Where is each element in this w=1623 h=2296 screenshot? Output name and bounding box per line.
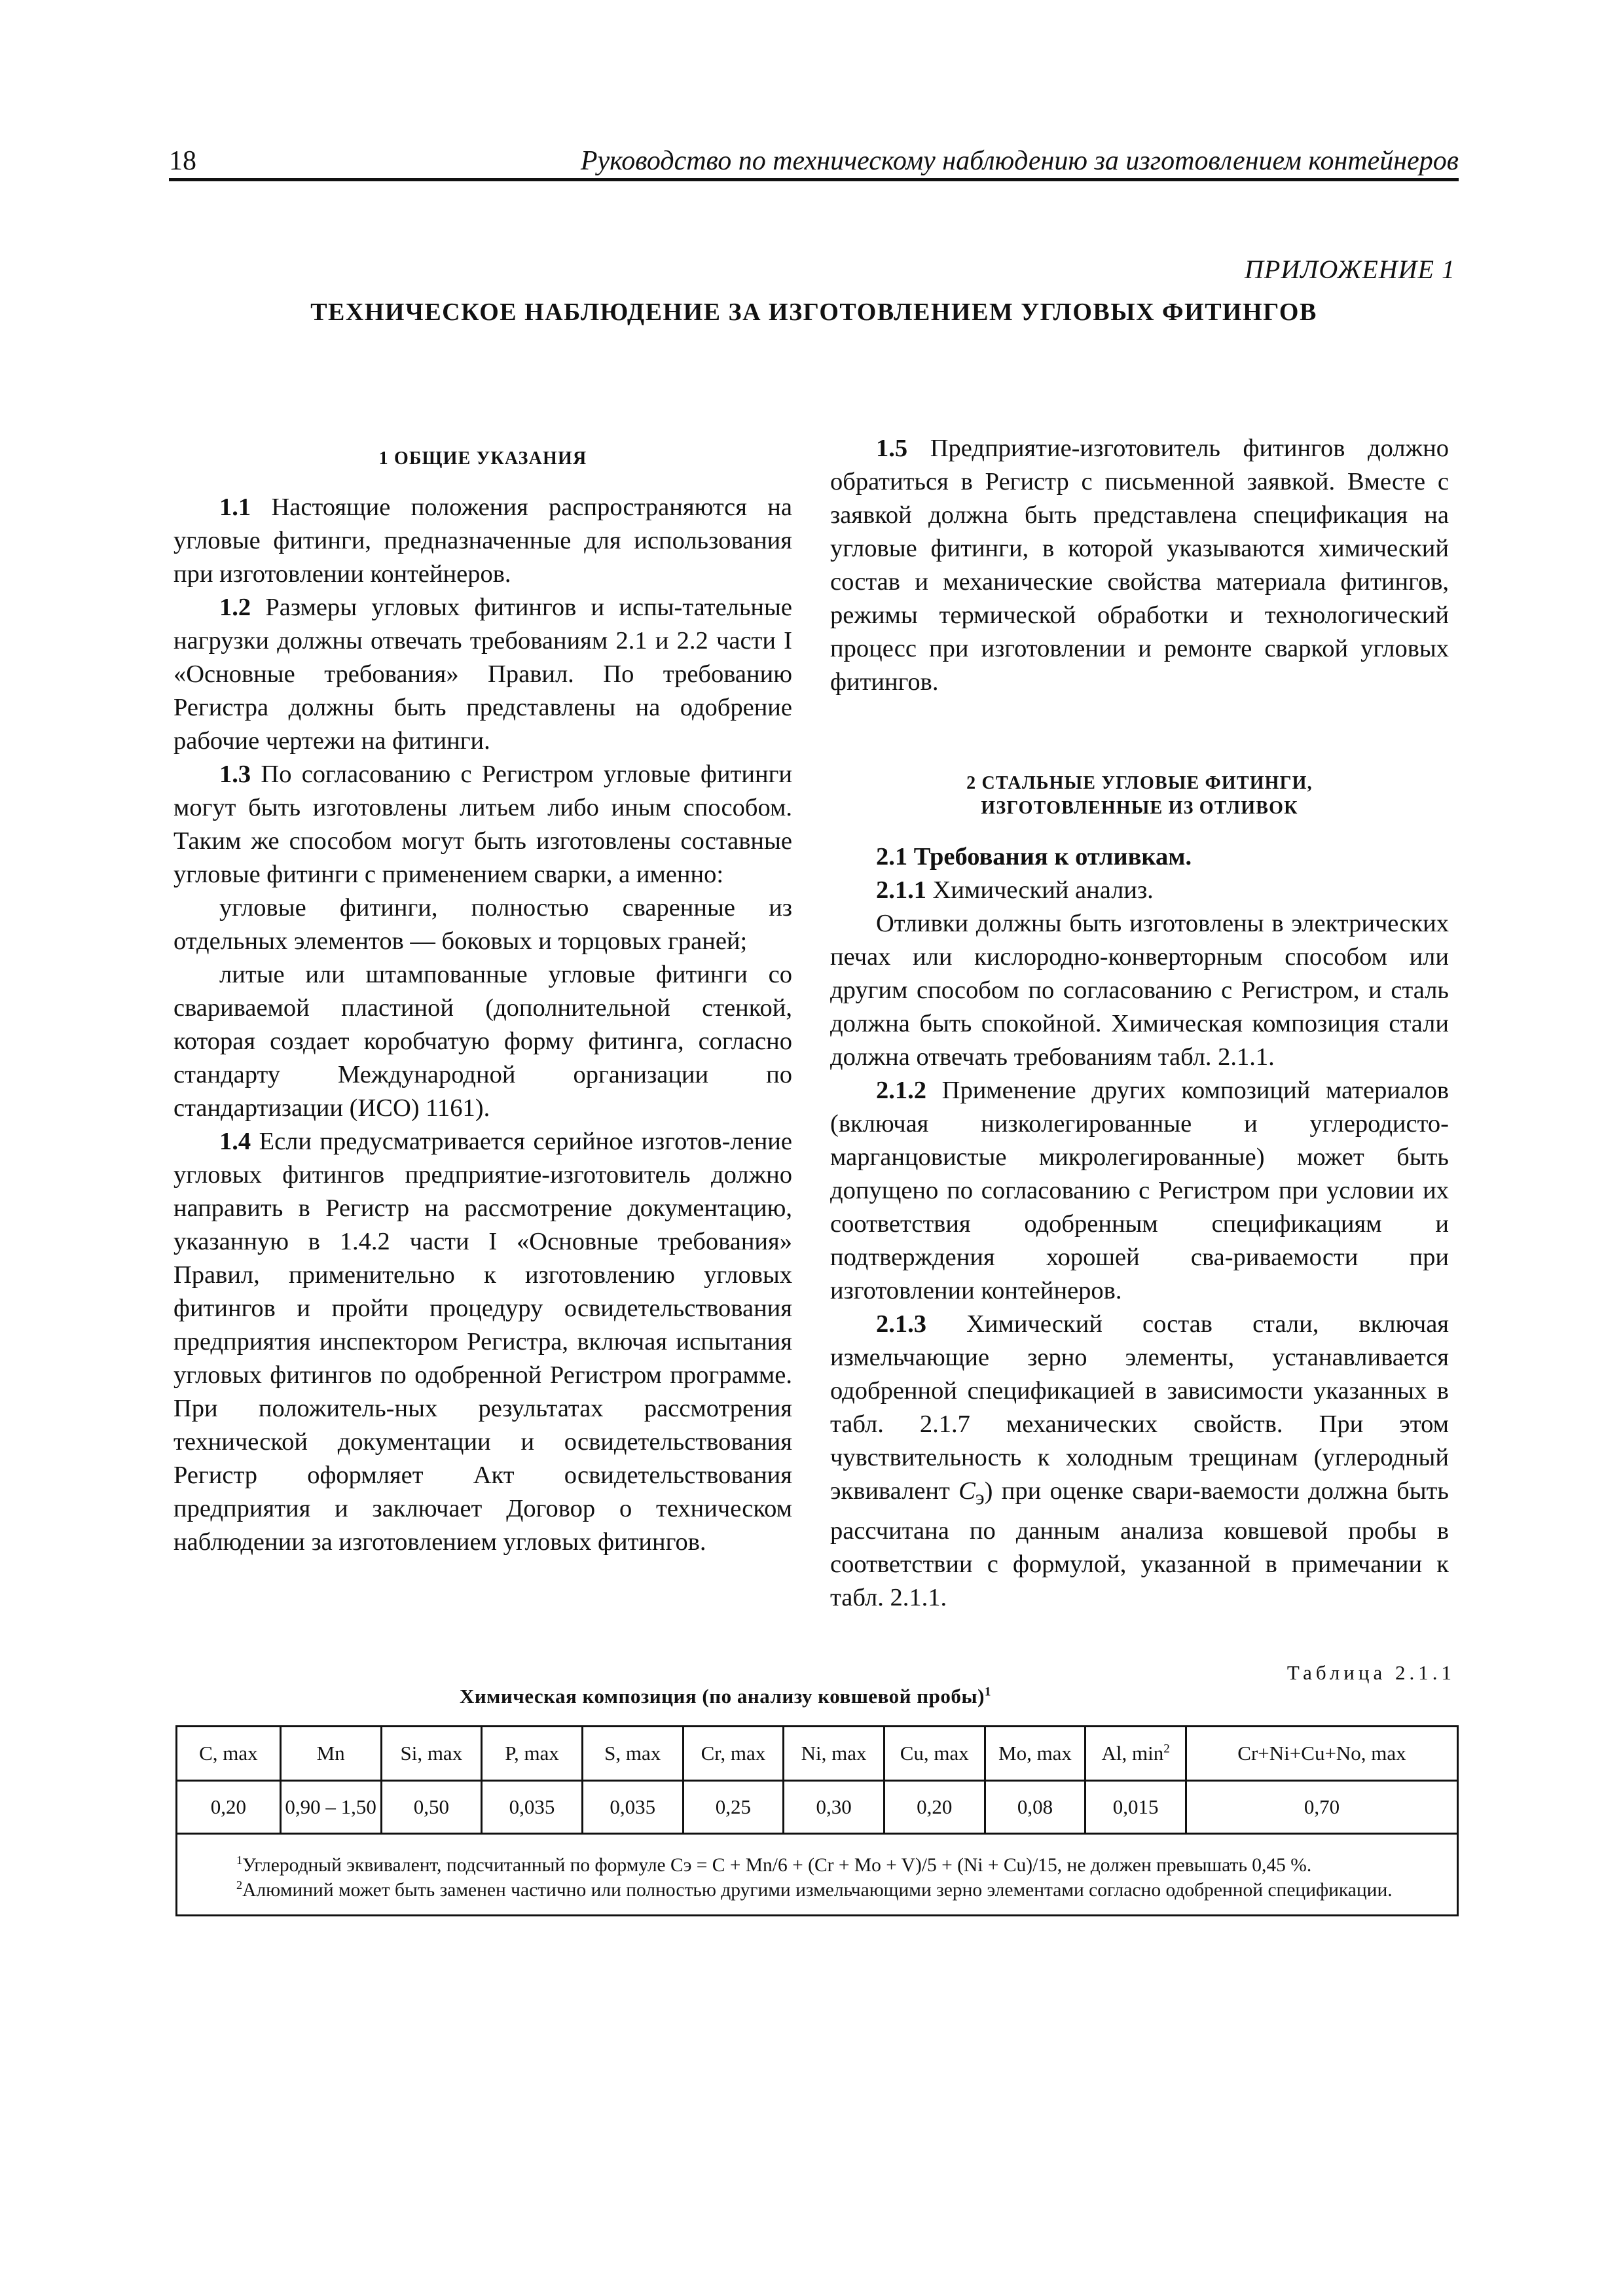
table-cell: 0,50 [381,1781,482,1834]
table-header-cell: Mn [280,1727,381,1781]
table-cell: 0,015 [1085,1781,1186,1834]
left-column [173,432,792,1559]
table-caption-text: Химическая композиция (по анализу ковшевой пробы) [459,1685,985,1708]
paragraph-text: Настоящие положения распространяются на угловые фитинги, предназначенные для использования при изготовлении контейнеров. [173,493,792,588]
table-header-cell: P, max [482,1727,583,1781]
table-notes-row [177,1834,1458,1916]
paragraph-2-1: 2.1 Требования к отливкам. [876,843,1192,870]
paragraph-2-1-1-body: Отливки должны быть изготовлены в электрических печах или кислородно-конверторным способом или другим способом по согласованию с Регистром, и сталь должна быть спокойной. Химическая композиция стали должна отвечать требованиям табл. 2.1.1. [830,910,1449,1071]
list-item-cast: литые или штампованные угловые фитинги со свариваемой пластиной (дополнительной стенкой, которая создает коробчатую форму фитинга, согласно стандарту Международной организации по стандартизации (ИСО) 1161). [173,961,792,1122]
table-header-cell: Cu, max [884,1727,985,1781]
list-item-welded: угловые фитинги, полностью сваренные из отдельных элементов — боковых и торцовых граней; [173,894,792,955]
clause-number: 1.1 [219,493,251,521]
table-header-cell [1085,1727,1186,1781]
chemical-composition-table [175,1725,1459,1916]
table-label: Таблица 2.1.1 [1286,1661,1455,1684]
carbon-equivalent-symbol: C [958,1477,976,1505]
table-cell: 0,08 [985,1781,1085,1834]
table-cell: 0,30 [784,1781,884,1834]
paragraph-text: Предприятие-изготовитель фитингов должно обратиться в Регистр с письменной заявкой. Вместе с заявкой должна быть представлена спецификация на угловые фитинги, в которой указываются химический состав и механические свойства материала фитингов, режимы термической обработки и технологический процесс при изготовлении и ремонте сваркой угловых фитингов. [830,435,1449,696]
table-header-cell: S, max [582,1727,683,1781]
paragraph-text: Размеры угловых фитингов и испы-тательные нагрузки должны отвечать требованиям 2.1 и 2.2 части I «Основные требования» Правил. По требованию Регистра должны быть представлены на одобрение рабочие чертежи на фитинги. [173,594,792,755]
paragraph-2-1-1 [830,874,1449,907]
table-cell: 0,90 – 1,50 [280,1781,381,1834]
header-rule [169,178,1459,181]
section-2-title [830,771,1449,821]
clause-number: 2.1.3 [876,1310,926,1338]
table-header-cell: Ni, max [784,1727,884,1781]
table-header-text: Al, min [1101,1742,1164,1765]
paragraph-1-1 [173,491,792,591]
table-header-cell: Mo, max [985,1727,1085,1781]
table-header-row [177,1727,1458,1781]
table-cell: 0,035 [482,1781,583,1834]
paragraph-2-1-3 [830,1308,1449,1615]
table-header-cell: Cr, max [683,1727,784,1781]
table-header-cell: Cr+Ni+Cu+No, max [1186,1727,1458,1781]
footnote-2 [184,1878,1446,1903]
paragraph-text: ) при оценке свари-ваемости должна быть рассчитана по данным анализа ковшевой пробы в соответствии с формулой, указанной в примечании к табл. 2.1.1. [830,1477,1449,1611]
footnote-marker: 1 [984,1685,992,1699]
clause-number: 1.5 [876,435,908,462]
footnote-text: Алюминий может быть заменен частично или полностью другими измельчающими зерно элементами согласно одобренной спецификации. [242,1880,1393,1901]
appendix-label: ПРИЛОЖЕНИЕ 1 [1245,255,1455,284]
footnote-marker: 1 [236,1854,243,1867]
table-cell: 0,035 [582,1781,683,1834]
paragraph-text: Химический состав стали, включая измельчающие зерно элементы, устанавливается одобренной спецификацией в зависимости указанных в табл. 2.1.7 механических свойств. При этом чувствительность к холодным трещинам (углеродный эквивалент [830,1310,1449,1505]
paragraph-text: По согласованию с Регистром угловые фитинги могут быть изготовлены литьем либо иным способом. Таким же способом могут быть изготовлены составные угловые фитинги с применением сварки, а именно: [173,761,792,888]
spacer [830,699,1449,757]
footnote-marker: 2 [236,1878,243,1892]
main-title: ТЕХНИЧЕСКОЕ НАБЛЮДЕНИЕ ЗА ИЗГОТОВЛЕНИЕМ УГЛОВЫХ ФИТИНГОВ [310,298,1317,326]
table-cell: 0,20 [884,1781,985,1834]
paragraph-text: Если предусматривается серийное изготов-ление угловых фитингов предприятие-изготовитель должно направить в Регистр на рассмотрение документацию, указанную в 1.4.2 части I «Основные требования» Правил, применительно к изготовлению угловых фитингов и пройти процедуру освидетельствования предприятия инспектором Регистра, включая испытания угловых фитингов по одобренной Регистром программе. При положитель-ных результатах рассмотрения технической документации и освидетельствования Регистр оформляет Акт освидетельствования предприятия и заключает Договор о техническом наблюдении за изготовлением угловых фитингов. [173,1128,792,1556]
paragraph-1-3 [173,758,792,891]
table-cell: 0,70 [1186,1781,1458,1834]
section-2-title-line1: 2 СТАЛЬНЫЕ УГЛОВЫЕ ФИТИНГИ, [966,773,1313,793]
paragraph-1-2 [173,591,792,758]
footnote-1 [184,1853,1446,1878]
table-header-cell: Si, max [381,1727,482,1781]
carbon-equivalent-subscript: э [975,1485,985,1509]
table-row [177,1781,1458,1834]
clause-number: 2.1.1 [876,876,926,904]
clause-number: 2.1.2 [876,1077,926,1104]
section-1-title: 1 ОБЩИЕ УКАЗАНИЯ [378,448,587,469]
footnote-marker: 2 [1163,1742,1170,1756]
footnote-text: Углеродный эквивалент, подсчитанный по формуле Cэ = C + Mn/6 + (Cr + Mo + V)/5 + (Ni + Cu)/15, не должен превышать 0,45 %. [242,1855,1312,1876]
right-column [830,432,1449,1615]
paragraph-1-4 [173,1125,792,1559]
table-notes-cell [177,1834,1458,1916]
paragraph-text: Применение других композиций материалов (включая низколегированные и углеродисто-марганцовистые микролегированные) может быть допущено по согласованию с Регистром при условии их соответствия одобренным спецификациям и подтверждения хорошей сва-риваемости при изготовлении контейнеров. [830,1077,1449,1304]
running-title: Руководство по техническому наблюдению за изготовлением контейнеров [580,146,1459,176]
clause-number: 1.2 [219,594,251,621]
paragraph-text: Химический анализ. [926,876,1154,904]
section-2-title-line2: ИЗГОТОВЛЕННЫЕ ИЗ ОТЛИВОК [981,798,1298,818]
paragraph-2-1-2 [830,1074,1449,1308]
table-header-cell: C, max [177,1727,281,1781]
table-cell: 0,20 [177,1781,281,1834]
table-cell: 0,25 [683,1781,784,1834]
page-header [169,139,1459,179]
clause-number: 1.4 [219,1128,251,1155]
table-caption [169,1685,1282,1708]
clause-number: 1.3 [219,761,251,788]
paragraph-1-5 [830,432,1449,699]
page-number: 18 [169,146,196,176]
